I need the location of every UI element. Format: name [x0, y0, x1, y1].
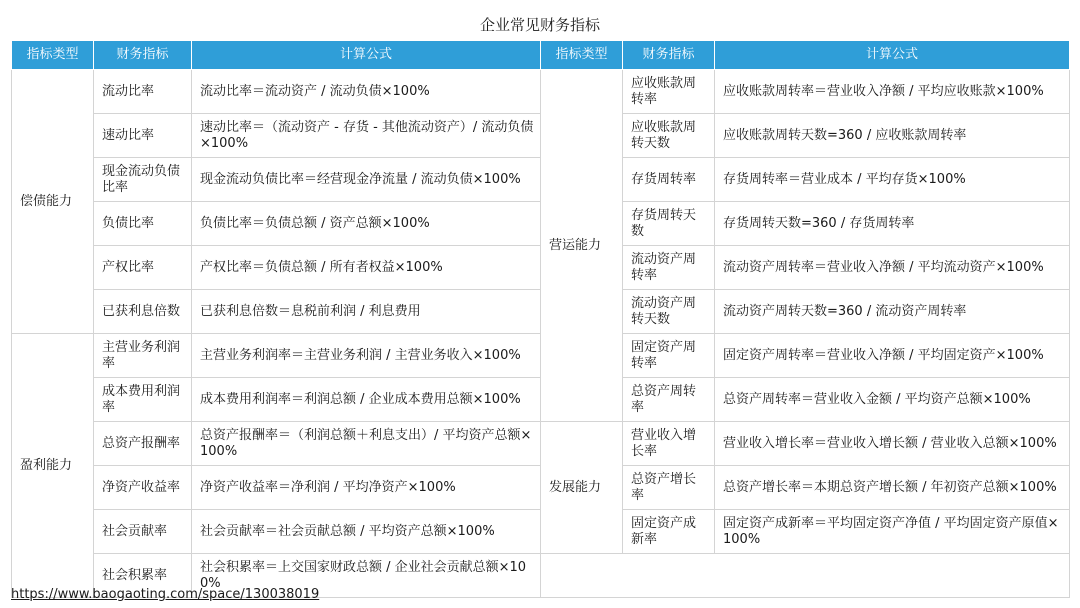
formula-cell: 总资产报酬率＝（利润总额＋利息支出）/ 平均资产总额×100%: [192, 422, 541, 466]
column-header-indicator: 财务指标: [623, 41, 715, 70]
formula-cell: 主营业务利润率＝主营业务利润 / 主营业务收入×100%: [192, 334, 541, 378]
formula-cell: 社会积累率＝上交国家财政总额 / 企业社会贡献总额×100%: [192, 554, 541, 598]
formula-cell: 流动资产周转率＝营业收入净额 / 平均流动资产×100%: [715, 246, 1070, 290]
indicator-name-cell: 主营业务利润率: [94, 334, 192, 378]
indicator-type-cell: 营运能力: [541, 70, 623, 422]
indicator-name-cell: 总资产增长率: [623, 466, 715, 510]
indicator-name-cell: 社会积累率: [94, 554, 192, 598]
indicator-type-cell: 盈利能力: [12, 334, 94, 598]
table-row: [12, 334, 541, 378]
indicator-name-cell: 负债比率: [94, 202, 192, 246]
formula-cell: 固定资产成新率＝平均固定资产净值 / 平均固定资产原值×100%: [715, 510, 1070, 554]
indicator-name-cell: 存货周转率: [623, 158, 715, 202]
right-indicator-table: [540, 40, 1070, 598]
formula-cell: 应收账款周转率＝营业收入净额 / 平均应收账款×100%: [715, 70, 1070, 114]
indicator-name-cell: 速动比率: [94, 114, 192, 158]
page-title: 企业常见财务指标: [479, 16, 600, 34]
formula-cell: 应收账款周转天数=360 / 应收账款周转率: [715, 114, 1070, 158]
formula-cell: 存货周转率＝营业成本 / 平均存货×100%: [715, 158, 1070, 202]
formula-cell: 负债比率＝负债总额 / 资产总额×100%: [192, 202, 541, 246]
empty-row: [541, 554, 1070, 598]
formula-cell: 已获利息倍数＝息税前利润 / 利息费用: [192, 290, 541, 334]
formula-cell: 营业收入增长率＝营业收入增长额 / 营业收入总额×100%: [715, 422, 1070, 466]
column-header-indicator: 财务指标: [94, 41, 192, 70]
table-row: [541, 422, 1070, 466]
indicator-name-cell: 已获利息倍数: [94, 290, 192, 334]
formula-cell: 净资产收益率＝净利润 / 平均净资产×100%: [192, 466, 541, 510]
formula-cell: 总资产增长率＝本期总资产增长额 / 年初资产总额×100%: [715, 466, 1070, 510]
empty-cell: [541, 554, 1070, 598]
source-link[interactable]: https://www.baogaoting.com/space/130038019: [11, 587, 320, 602]
indicator-name-cell: 净资产收益率: [94, 466, 192, 510]
formula-cell: 流动资产周转天数=360 / 流动资产周转率: [715, 290, 1070, 334]
indicator-name-cell: 营业收入增长率: [623, 422, 715, 466]
indicator-name-cell: 产权比率: [94, 246, 192, 290]
formula-cell: 总资产周转率＝营业收入金额 / 平均资产总额×100%: [715, 378, 1070, 422]
formula-cell: 存货周转天数=360 / 存货周转率: [715, 202, 1070, 246]
indicator-name-cell: 存货周转天数: [623, 202, 715, 246]
indicator-name-cell: 总资产报酬率: [94, 422, 192, 466]
indicator-name-cell: 流动资产周转天数: [623, 290, 715, 334]
indicator-name-cell: 成本费用利润率: [94, 378, 192, 422]
formula-cell: 社会贡献率＝社会贡献总额 / 平均资产总额×100%: [192, 510, 541, 554]
indicator-name-cell: 应收账款周转天数: [623, 114, 715, 158]
indicator-name-cell: 固定资产周转率: [623, 334, 715, 378]
column-header-type: 指标类型: [541, 41, 623, 70]
indicator-name-cell: 社会贡献率: [94, 510, 192, 554]
formula-cell: 速动比率＝（流动资产 - 存货 - 其他流动资产）/ 流动负债×100%: [192, 114, 541, 158]
indicator-name-cell: 应收账款周转率: [623, 70, 715, 114]
formula-cell: 成本费用利润率＝利润总额 / 企业成本费用总额×100%: [192, 378, 541, 422]
table-row: [541, 70, 1070, 114]
table-header-row: [12, 41, 541, 70]
formula-cell: 现金流动负债比率＝经营现金净流量 / 流动负债×100%: [192, 158, 541, 202]
indicator-name-cell: 固定资产成新率: [623, 510, 715, 554]
indicator-name-cell: 现金流动负债比率: [94, 158, 192, 202]
indicator-type-cell: 偿债能力: [12, 70, 94, 334]
table-row: [12, 70, 541, 114]
indicator-type-cell: 发展能力: [541, 422, 623, 554]
formula-cell: 流动比率＝流动资产 / 流动负债×100%: [192, 70, 541, 114]
column-header-formula: 计算公式: [192, 41, 541, 70]
table-header-row: [541, 41, 1070, 70]
formula-cell: 固定资产周转率＝营业收入净额 / 平均固定资产×100%: [715, 334, 1070, 378]
indicator-name-cell: 流动资产周转率: [623, 246, 715, 290]
column-header-type: 指标类型: [12, 41, 94, 70]
indicator-name-cell: 流动比率: [94, 70, 192, 114]
left-indicator-table: [11, 40, 541, 598]
column-header-formula: 计算公式: [715, 41, 1070, 70]
indicator-name-cell: 总资产周转率: [623, 378, 715, 422]
formula-cell: 产权比率＝负债总额 / 所有者权益×100%: [192, 246, 541, 290]
